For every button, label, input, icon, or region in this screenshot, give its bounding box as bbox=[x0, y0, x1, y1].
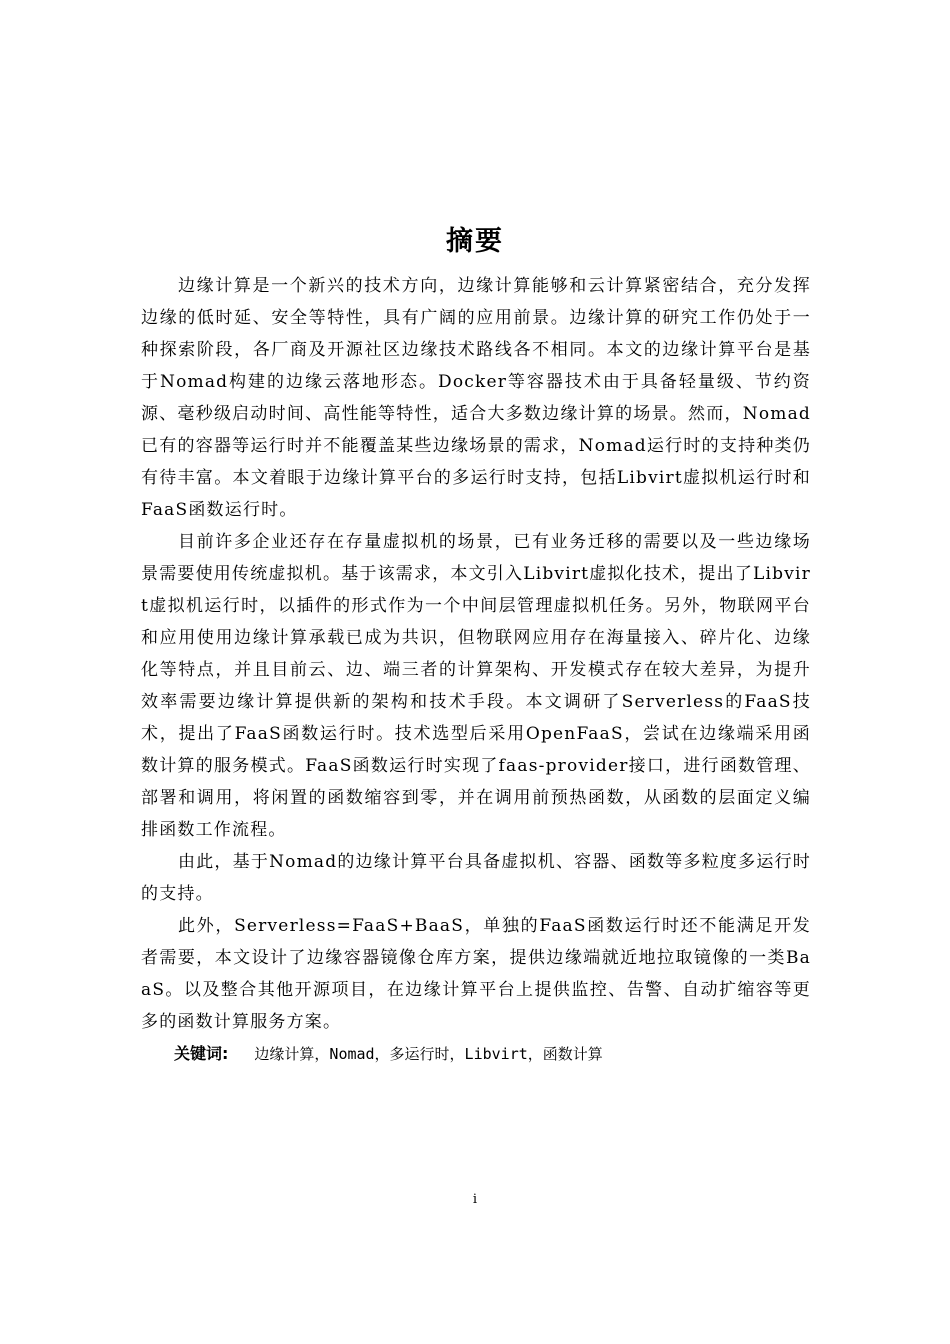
keywords-line bbox=[141, 1038, 811, 1070]
keywords-value: 边缘计算，Nomad，多运行时，Libvirt，函数计算 bbox=[254, 1045, 603, 1063]
abstract-paragraph-4: 此外，Serverless=FaaS+BaaS，单独的FaaS函数运行时还不能满足开发者需要，本文设计了边缘容器镜像仓库方案，提供边缘端就近地拉取镜像的一类BaaS。以及整合其他开源项目，在边缘计算平台上提供监控、告警、自动扩缩容等更多的函数计算服务方案。 bbox=[141, 916, 811, 1032]
abstract-paragraph-1: 边缘计算是一个新兴的技术方向，边缘计算能够和云计算紧密结合，充分发挥边缘的低时延、安全等特性，具有广阔的应用前景。边缘计算的研究工作仍处于一种探索阶段，各厂商及开源社区边缘技术路线各不相同。本文的边缘计算平台是基于Nomad构建的边缘云落地形态。Docker等容器技术由于具备轻量级、节约资源、毫秒级启动时间、高性能等特性，适合大多数边缘计算的场景。然而，Nomad已有的容器等运行时并不能覆盖某些边缘场景的需求，Nomad运行时的支持种类仍有待丰富。本文着眼于边缘计算平台的多运行时支持，包括Libvirt虚拟机运行时和FaaS函数运行时。 bbox=[141, 276, 811, 520]
keywords-label: 关键词: bbox=[174, 1044, 229, 1063]
abstract-title: 摘要 bbox=[446, 226, 504, 258]
abstract-paragraph-2: 目前许多企业还存在存量虚拟机的场景，已有业务迁移的需要以及一些边缘场景需要使用传统虚拟机。基于该需求，本文引入Libvirt虚拟化技术，提出了Libvirt虚拟机运行时，以插件的形式作为一个中间层管理虚拟机任务。另外，物联网平台和应用使用边缘计算承载已成为共识，但物联网应用存在海量接入、碎片化、边缘化等特点，并且目前云、边、端三者的计算架构、开发模式存在较大差异，为提升效率需要边缘计算提供新的架构和技术手段。本文调研了Serverless的FaaS技术，提出了FaaS函数运行时。技术选型后采用OpenFaaS，尝试在边缘端采用函数计算的服务模式。FaaS函数运行时实现了faas-provider接口，进行函数管理、部署和调用，将闲置的函数缩容到零，并在调用前预热函数，从函数的层面定义编排函数工作流程。 bbox=[141, 532, 811, 840]
abstract-body bbox=[141, 270, 811, 1070]
abstract-paragraph-3: 由此，基于Nomad的边缘计算平台具备虚拟机、容器、函数等多粒度多运行时的支持。 bbox=[141, 852, 811, 904]
page-number: i bbox=[472, 1192, 478, 1207]
